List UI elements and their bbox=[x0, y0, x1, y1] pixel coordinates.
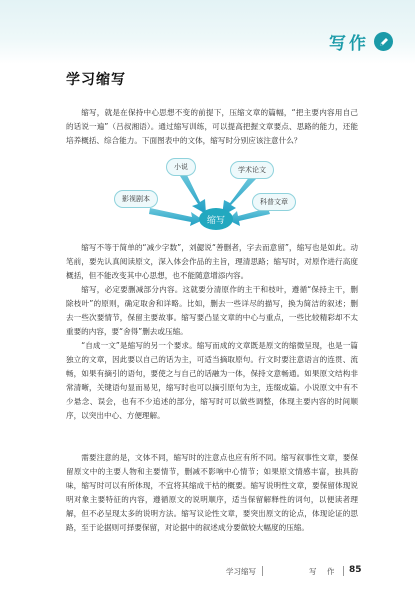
genre-diagram bbox=[110, 150, 310, 238]
footer-divider bbox=[343, 566, 344, 576]
paragraph-genres: 需要注意的是，文体不同，缩写时的注意点也应有所不同。缩写叙事性文章，要保留原文中的主要人物和主要情节，删减不影响中心情节；如果原文情感丰富，独具韵味，缩写时可以有所体现，不宜将其缩成干枯的概要。缩写说明性文章，要保留体现说明对象主要特征的内容，遵循原文的说明顺序，适当保留解释性的词句，以便读者理解，但不必呈现太多的说明方法。缩写议论性文章，要突出原文的论点，体现论证的思路，至于论据则可择要保留，对论据中的叙述成分要做较大幅度的压缩。 bbox=[66, 453, 358, 532]
genre-novel: 小说 bbox=[166, 158, 196, 176]
diagram-hub: 缩写 bbox=[199, 208, 233, 230]
page-number: 85 bbox=[349, 565, 362, 575]
genre-popular-science: 科普文章 bbox=[252, 193, 296, 211]
genre-academic-paper: 学术论文 bbox=[230, 161, 274, 179]
paragraph-intro: 缩写，就是在保持中心思想不变的前提下，压缩文章的篇幅，“把主要内容用自己的话说一遍”（吕叔湘语）。通过缩写训练，可以提高把握文章要点、思路的能力，还能培养概括、综合能力。下面图表中的文体，缩写时分别应该注意什么？ bbox=[66, 108, 358, 145]
footer-section: 写 作 bbox=[309, 567, 339, 576]
paragraph-independent: “自成一文”是缩写的另一个要求。缩写而成的文章既是原文的缩微呈现，也是一篇独立的文章，因此要以自己的话为主，可适当摘取原句。行文时要注意语言的连贯、流畅，如果有摘引的语句，要使之与自己的话融为一体，保持文意畅通。如果原文结构非常清晰，关键语句显而易见，缩写时也可以摘引原句为主，连缀成篇。小说原文中有不少悬念、误会，也有不少追述的部分，缩写时可以做些调整，体现主要内容的时间顺序，以突出中心、方便理解。 bbox=[66, 341, 358, 420]
arrow-script bbox=[149, 208, 203, 226]
section-title: 写作 bbox=[329, 34, 369, 54]
page-footer bbox=[0, 566, 415, 580]
arrow-novel bbox=[180, 173, 206, 214]
footer-divider bbox=[262, 566, 263, 576]
pen-icon bbox=[374, 32, 393, 51]
section-label bbox=[329, 29, 393, 54]
footer-unit: 学习缩写 bbox=[226, 567, 256, 576]
page-title: 学习缩写 bbox=[66, 72, 126, 88]
paragraph-principle: 缩写不等于简单的“减少字数”，刘勰说“善删者，字去而意留”，缩写也是如此。动笔前，要先认真阅读原文，深入体会作品的主旨，理清思路；缩写时，对原作进行高度概括，但不能改变其中心思想，也不能随意增添内容。 bbox=[66, 243, 358, 280]
genre-screenplay: 影视剧本 bbox=[114, 190, 158, 208]
paragraph-deletion: 缩写，必定要删减部分内容。这就要分清原作的主干和枝叶，遵循“保持主干，删除枝叶”的原则，确定取舍和详略。比如，删去一些详尽的描写，换为简洁的叙述；删去一些次要情节，保留主要故事。缩写要凸显文章的中心与重点，一些比较精彩却不太重要的内容，要“舍得”删去或压缩。 bbox=[66, 285, 358, 336]
